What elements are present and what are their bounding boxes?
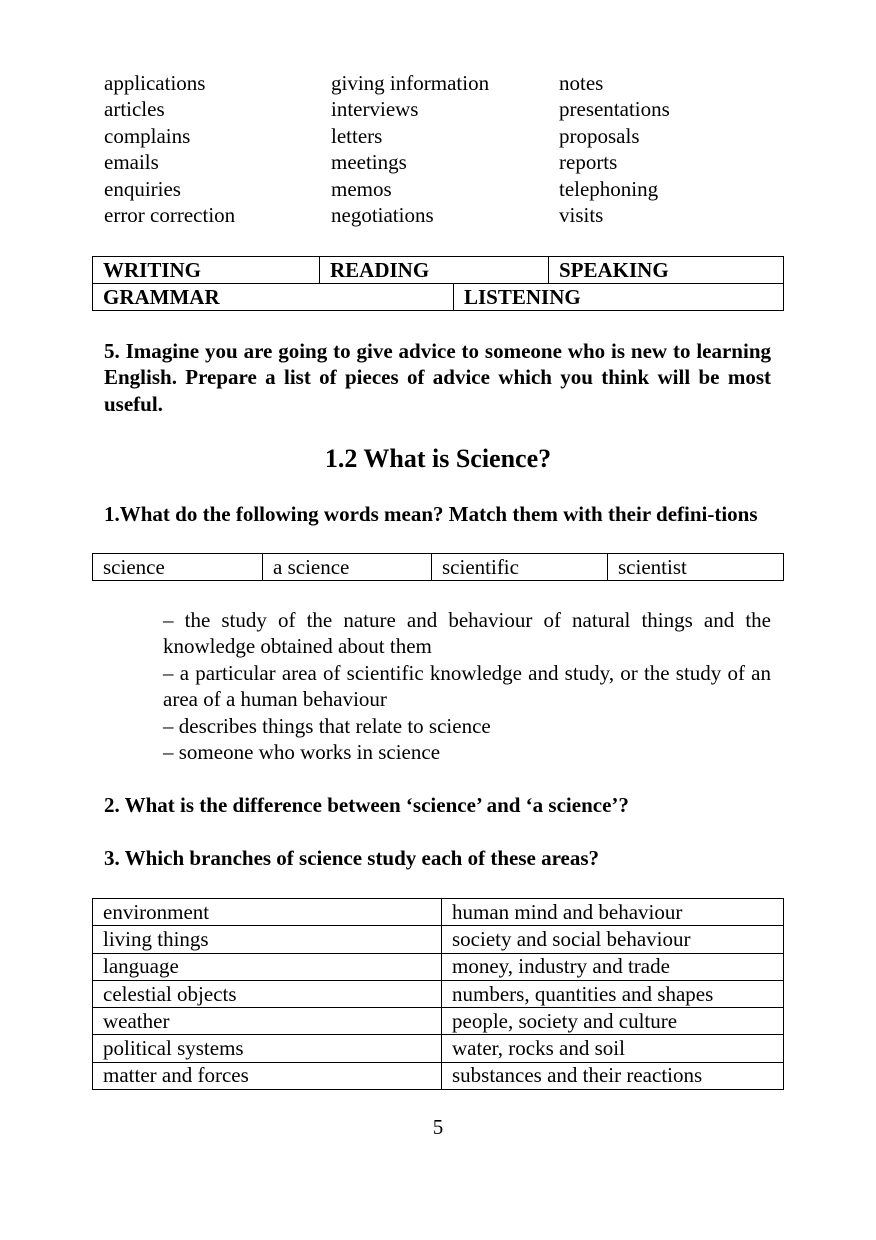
terms-table [92, 553, 784, 581]
area-cell: human mind and behaviour [442, 899, 784, 926]
term-cell: a science [263, 554, 432, 581]
table-row [93, 1035, 784, 1062]
skills-table-row-2 [92, 283, 784, 311]
table-row [93, 1062, 784, 1089]
table-row [93, 1008, 784, 1035]
table-row [93, 980, 784, 1007]
table-row [93, 554, 784, 581]
word-item: reports [559, 150, 618, 175]
area-cell: society and social behaviour [442, 926, 784, 953]
word-item: giving information [331, 71, 490, 95]
word-item: enquiries [104, 176, 181, 201]
word-item: meetings [331, 150, 407, 175]
skill-cell: WRITING [93, 257, 320, 284]
vocabulary-word-list [104, 70, 784, 228]
area-cell: people, society and culture [442, 1008, 784, 1035]
area-cell: weather [93, 1008, 442, 1035]
skill-cell: READING [320, 257, 549, 284]
area-cell: water, rocks and soil [442, 1035, 784, 1062]
word-item: proposals [559, 123, 640, 148]
section-title: 1.2 What is Science? [324, 444, 552, 473]
skill-cell: SPEAKING [549, 257, 784, 284]
table-row [93, 284, 784, 311]
word-item: applications [104, 71, 206, 95]
area-cell: money, industry and trade [442, 953, 784, 980]
areas-table [92, 898, 784, 1090]
table-row [93, 953, 784, 980]
area-cell: political systems [93, 1035, 442, 1062]
word-item: complains [104, 123, 191, 148]
word-column-2 [331, 70, 559, 228]
task-5-instruction: 5. Imagine you are going to give advice to someone who is new to learning English. Prepare a list of pieces of advice which you think will be most useful. [104, 339, 771, 416]
word-item: emails [104, 150, 159, 175]
task-3-instruction: 3. Which branches of science study each of these areas? [104, 846, 600, 870]
page-number: 5 [432, 1115, 444, 1139]
term-cell: scientist [608, 554, 784, 581]
table-row [93, 926, 784, 953]
task-1-instruction: 1.What do the following words mean? Match them with their defini-tions [104, 502, 758, 526]
word-item: memos [331, 176, 392, 201]
skill-cell: LISTENING [454, 284, 784, 311]
word-item: articles [104, 97, 165, 122]
word-item: presentations [559, 97, 670, 122]
table-row [93, 257, 784, 284]
word-item: interviews [331, 97, 419, 122]
area-cell: substances and their reactions [442, 1062, 784, 1089]
skill-cell: GRAMMAR [93, 284, 454, 311]
term-cell: science [93, 554, 263, 581]
area-cell: environment [93, 899, 442, 926]
area-cell: numbers, quantities and shapes [442, 980, 784, 1007]
word-item: visits [559, 202, 604, 227]
word-item: letters [331, 123, 383, 148]
area-cell: language [93, 953, 442, 980]
table-row [93, 899, 784, 926]
definitions-list [163, 607, 771, 765]
definition-item: – someone who works in science [163, 740, 441, 765]
word-column-1 [104, 70, 331, 228]
definition-item: – the study of the nature and behaviour of natural things and the knowledge obtained about them [163, 608, 771, 659]
term-cell: scientific [432, 554, 608, 581]
word-item: negotiations [331, 202, 434, 227]
area-cell: living things [93, 926, 442, 953]
skills-table-row-1 [92, 256, 784, 284]
word-item: notes [559, 71, 604, 95]
word-item: telephoning [559, 176, 659, 201]
task-2-instruction: 2. What is the difference between ‘science’ and ‘a science’? [104, 793, 629, 817]
word-item: error correction [104, 202, 236, 227]
area-cell: celestial objects [93, 980, 442, 1007]
definition-item: – describes things that relate to science [163, 713, 491, 738]
word-column-3 [559, 70, 784, 228]
area-cell: matter and forces [93, 1062, 442, 1089]
definition-item: – a particular area of scientific knowledge and study, or the study of an area of a human behaviour [163, 660, 771, 712]
